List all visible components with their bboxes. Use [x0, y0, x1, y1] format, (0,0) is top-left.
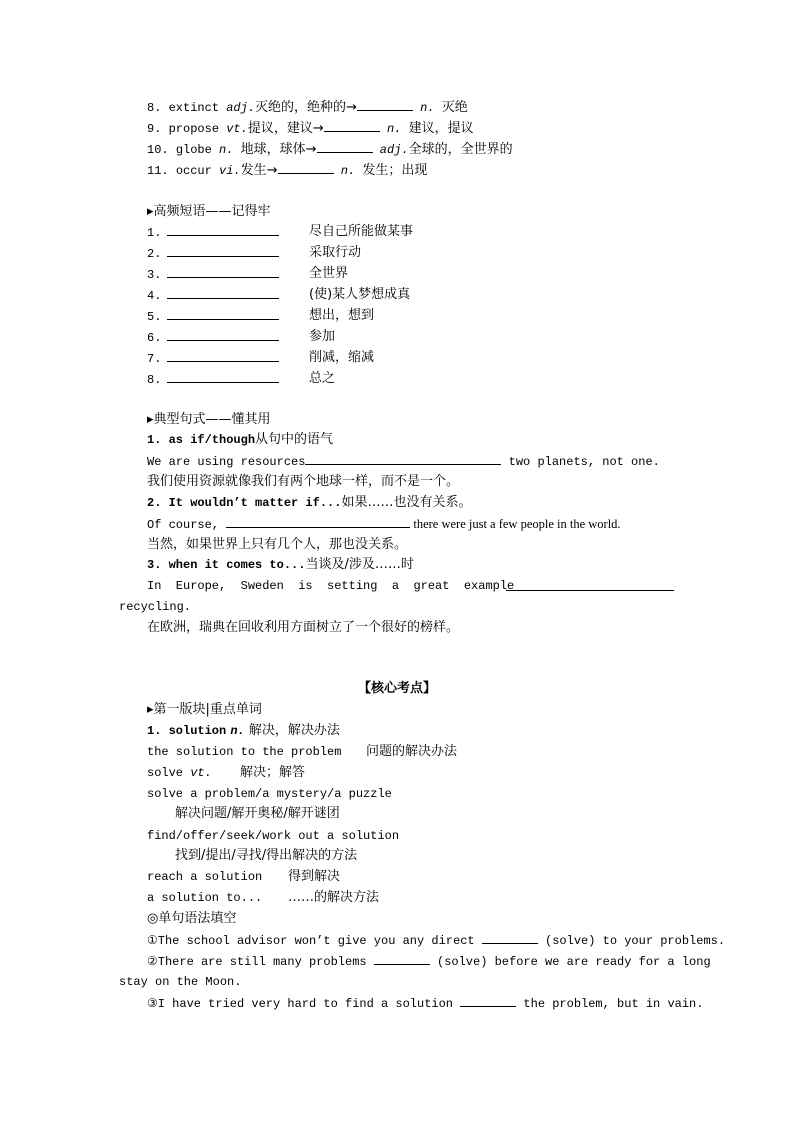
answer-blank[interactable] — [374, 952, 430, 965]
pattern-2-title: 2. It wouldn’t matter if...如果……也没有关系。 — [147, 495, 472, 510]
phrase-row: 5. — [147, 307, 279, 326]
vocab-line-10: 10. globe n. 地球，球体→ adj.全球的，全世界的 — [147, 142, 513, 157]
vocab-line-11: 11. occur vi.发生→ n. 发生；出现 — [147, 163, 428, 178]
exercise-2: ②There are still many problems (solve) before we are ready for a long — [147, 952, 711, 971]
exercise-2-cont: stay on the Moon. — [119, 975, 242, 989]
core-line: a solution to... — [147, 891, 263, 905]
pattern-3-title: 3. when it comes to...当谈及/涉及……时 — [147, 557, 414, 572]
core-item-title: 1. solution n. 解决，解决办法 — [147, 723, 340, 738]
phrase-row: 7. — [147, 349, 279, 368]
core-line-cn: 问题的解决办法 — [366, 744, 458, 759]
core-line-cn: 得到解决 — [288, 869, 341, 884]
answer-blank[interactable] — [482, 931, 538, 944]
pattern-1-title: 1. as if/though从句中的语气 — [147, 432, 334, 447]
exercise-3: ③I have tried very hard to find a solution the problem, but in vain. — [147, 994, 703, 1013]
phrase-meaning: (使)某人梦想成真 — [309, 287, 411, 302]
answer-blank[interactable] — [226, 515, 410, 528]
core-line: solve vt. — [147, 766, 212, 780]
phrase-meaning: 全世界 — [309, 266, 349, 281]
answer-blank[interactable] — [167, 244, 279, 257]
answer-blank[interactable] — [506, 578, 674, 591]
pattern-3-translation: 在欧洲，瑞典在回收利用方面树立了一个很好的榜样。 — [147, 620, 460, 635]
phrase-row: 1. — [147, 223, 279, 242]
core-line-cn: 解决问题/解开奥秘/解开谜团 — [175, 806, 340, 821]
phrase-row: 2. — [147, 244, 279, 263]
core-line: find/offer/seek/work out a solution — [147, 829, 400, 843]
answer-blank[interactable] — [324, 119, 380, 132]
answer-blank[interactable] — [278, 161, 334, 174]
pattern-2-example: Of course, there were just a few people in the world. — [147, 517, 621, 532]
phrase-row: 6. — [147, 328, 279, 347]
answer-blank[interactable] — [167, 307, 279, 320]
answer-blank[interactable] — [167, 370, 279, 383]
pattern-1-example: We are using resources two planets, not one. — [147, 452, 660, 471]
phrase-row: 3. — [147, 265, 279, 284]
answer-blank[interactable] — [317, 140, 373, 153]
core-block-heading: ▸第一版块|重点单词 — [147, 702, 262, 717]
answer-blank[interactable] — [167, 265, 279, 278]
vocab-line-8: 8. extinct adj.灭绝的，绝种的→ n. 灭绝 — [147, 100, 468, 115]
exercise-1: ①The school advisor won’t give you any direct (solve) to your problems. — [147, 931, 725, 950]
core-section-title: 【核心考点】 — [357, 681, 436, 696]
vocab-line-9: 9. propose vt.提议，建议→ n. 建议，提议 — [147, 121, 474, 136]
answer-blank[interactable] — [357, 98, 413, 111]
patterns-heading: ▸典型句式——懂其用 — [147, 412, 271, 427]
answer-blank[interactable] — [167, 286, 279, 299]
phrases-heading: ▸高频短语——记得牢 — [147, 204, 271, 219]
phrase-meaning: 采取行动 — [309, 245, 362, 260]
answer-blank[interactable] — [305, 452, 501, 465]
core-line: the solution to the problem — [147, 745, 342, 759]
pattern-2-translation: 当然，如果世界上只有几个人，那也没关系。 — [147, 537, 408, 552]
core-line-cn: ……的解决方法 — [288, 890, 380, 905]
answer-blank[interactable] — [167, 349, 279, 362]
pattern-3-example-cont: recycling. — [119, 600, 192, 614]
core-line-cn: 找到/提出/寻找/得出解决的方法 — [175, 848, 358, 863]
pattern-3-example: In Europe, Sweden is setting a great example — [147, 579, 515, 593]
core-line-cn: 解决；解答 — [240, 765, 306, 780]
exercise-heading: ◎单句语法填空 — [147, 911, 237, 926]
phrase-meaning: 参加 — [309, 329, 336, 344]
answer-blank[interactable] — [167, 223, 279, 236]
phrase-row: 4. — [147, 286, 279, 305]
phrase-meaning: 总之 — [309, 371, 336, 386]
phrase-row: 8. — [147, 370, 279, 389]
phrase-meaning: 削减，缩减 — [309, 350, 375, 365]
core-line: reach a solution — [147, 870, 263, 884]
phrase-meaning: 尽自己所能做某事 — [309, 224, 414, 239]
core-line: solve a problem/a mystery/a puzzle — [147, 787, 392, 801]
pattern-1-translation: 我们使用资源就像我们有两个地球一样，而不是一个。 — [147, 474, 460, 489]
answer-blank[interactable] — [167, 328, 279, 341]
phrase-meaning: 想出，想到 — [309, 308, 375, 323]
answer-blank[interactable] — [460, 994, 516, 1007]
